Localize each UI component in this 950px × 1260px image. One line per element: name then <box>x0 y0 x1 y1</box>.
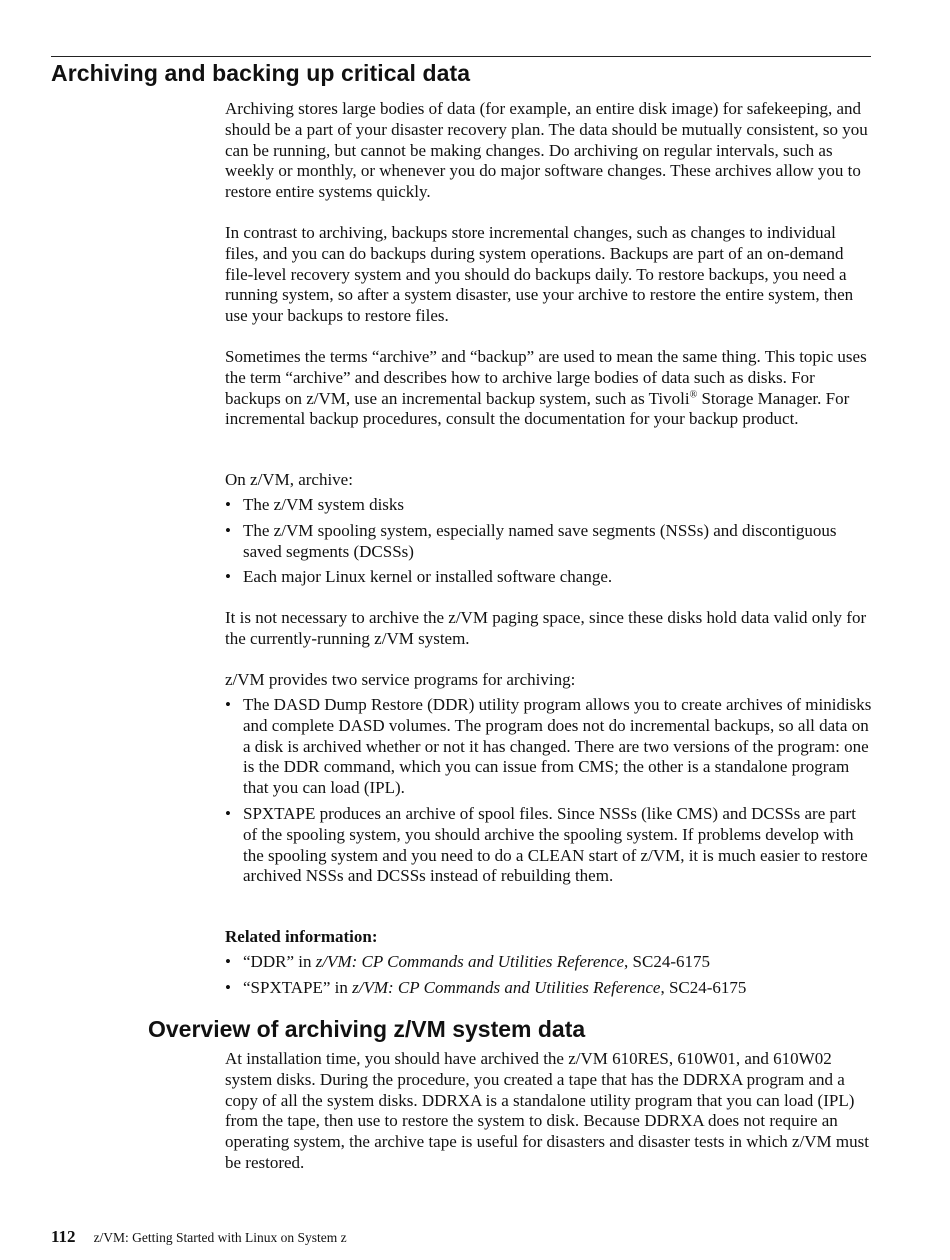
related-item-ddr[interactable] <box>225 952 873 973</box>
list-item <box>225 521 873 563</box>
related-book-title: z/VM: CP Commands and Utilities Reference <box>315 952 625 971</box>
archive-list <box>225 495 873 593</box>
page-footer <box>51 1227 347 1247</box>
subsection-title: Overview of archiving z/VM system data <box>148 1016 586 1042</box>
related-book-title: z/VM: CP Commands and Utilities Reference <box>352 977 661 997</box>
paragraph-terms <box>225 347 873 430</box>
bullet-glyph: • <box>225 520 231 540</box>
paragraph-backups: In contrast to archiving, backups store incremental changes, such as changes to individual files, and you can do backups during system operations. Backups are part of an on-demand file-level recovery system and you should do backups daily. To restore backups, you need a running system, so after a system disaster, use your archive to restore the entire system, then use your backups to restore files. <box>225 223 854 326</box>
bullet-glyph: • <box>225 567 231 587</box>
paragraph-terms-part2: Storage Manager. For incremental backup procedures, consult the documentation for your backup product. <box>225 388 850 429</box>
paragraph-terms-part1: Sometimes the terms “archive” and “backup” are used to mean the same thing. This topic uses the term “archive” and describes how to archive large bodies of data such as disks. For backups on z/VM, use an incremental backup system, such as Tivoli <box>225 347 867 408</box>
list-item-text: The z/VM spooling system, especially named save segments (NSSs) and discontiguous saved segments (DCSSs) <box>243 520 837 561</box>
paragraph-archiving: Archiving stores large bodies of data (for example, an entire disk image) for safekeeping, and should be a part of your disaster recovery plan. The data should be mutually consistent, so you can be running, but cannot be making changes. Do archiving on regular intervals, such as weekly or monthly, or whenever you do major software changes. These archives allow you to restore entire systems quickly. <box>225 99 868 202</box>
related-prefix: “SPXTAPE” in <box>243 977 353 997</box>
related-prefix: “DDR” in <box>243 952 316 971</box>
related-list <box>225 952 873 1004</box>
section-title: Archiving and backing up critical data <box>51 60 471 86</box>
related-info-label: Related information: <box>225 927 378 946</box>
list-item <box>225 695 873 799</box>
paragraph-overview: At installation time, you should have archived the z/VM 610RES, 610W01, and 610W02 system disks. During the procedure, you created a tape that has the DDRXA program and a copy of all the system disks. DDRXA is a standalone utility program that you can load (IPL) from the tape, then use to restore the system to disk. Because DDRXA does not require an operating system, the archive tape is useful for disasters and disaster tests in which z/VM must be restored. <box>225 1049 869 1172</box>
registered-mark: ® <box>689 388 698 400</box>
header-rule <box>51 56 871 57</box>
list-item <box>225 567 873 588</box>
bullet-glyph: • <box>225 952 231 971</box>
list-item-text: Each major Linux kernel or installed software change. <box>243 567 613 587</box>
related-suffix: , SC24-6175 <box>660 977 747 997</box>
list-item-text: The z/VM system disks <box>243 495 405 514</box>
list-item <box>225 804 873 887</box>
list-item-text: SPXTAPE produces an archive of spool files. Since NSSs (like CMS) and DCSSs are part of the spooling system, you should archive the spooling system. If problems develop with the spooling system and you need to do a CLEAN start of z/VM, it is much easier to restore archived NSSs and DCSSs instead of rebuilding them. <box>243 803 868 886</box>
bullet-glyph: • <box>225 695 231 714</box>
list-item <box>225 495 873 516</box>
related-suffix: , SC24-6175 <box>624 952 711 971</box>
bullet-glyph: • <box>225 977 231 997</box>
programs-list <box>225 695 873 892</box>
page-number: 112 <box>51 1227 76 1246</box>
bullet-glyph: • <box>225 495 231 514</box>
list-item-text: The DASD Dump Restore (DDR) utility program allows you to create archives of minidisks and complete DASD volumes. The program does not do incremental backups, so all data on a disk is archived whether or not it has changed. There are two versions of the program: one is the DDR command, which you can issue from CMS; the other is a standalone program that you can load (IPL). <box>243 695 872 798</box>
related-item-spxtape[interactable] <box>225 978 873 999</box>
programs-intro: z/VM provides two service programs for archiving: <box>225 670 576 689</box>
bullet-glyph: • <box>225 803 231 823</box>
archive-intro: On z/VM, archive: <box>225 470 353 489</box>
book-title: z/VM: Getting Started with Linux on System z <box>93 1230 347 1245</box>
paragraph-paging: It is not necessary to archive the z/VM paging space, since these disks hold data valid only for the currently-running z/VM system. <box>225 608 867 648</box>
